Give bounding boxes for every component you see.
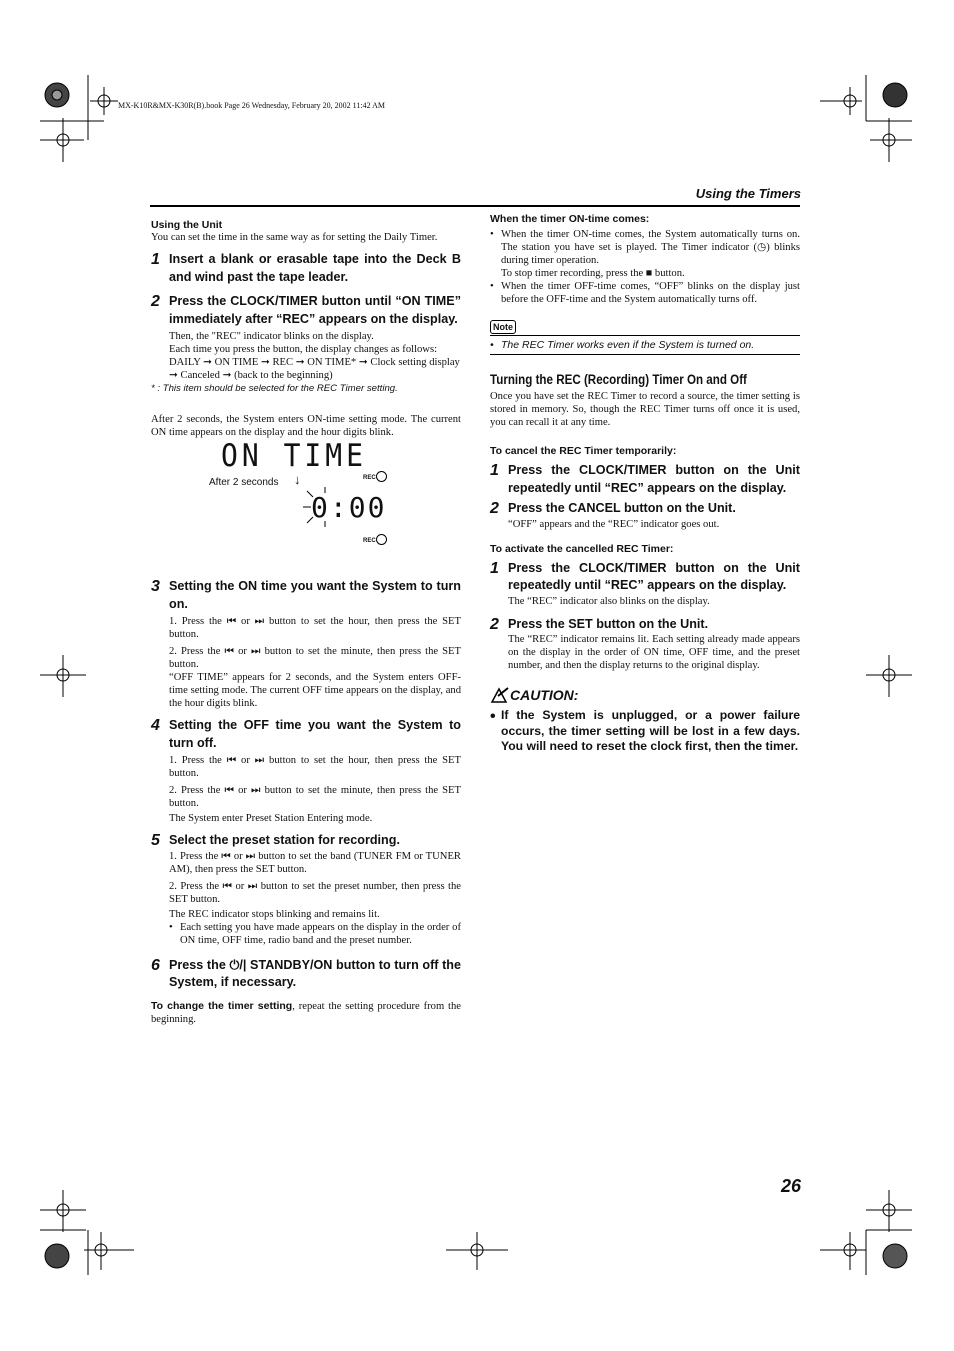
- activate-heading: To activate the cancelled REC Timer:: [490, 542, 674, 555]
- step-number: 4: [151, 717, 160, 734]
- step-number: 6: [151, 956, 160, 974]
- left-column: [151, 219, 461, 1026]
- step4-item-2: 2. Press the ⏮ or ⏭ button to set the minute, then press the SET button.: [169, 785, 461, 809]
- file-info-line: MX-K10R&MX-K30R(B).book Page 26 Wednesday, February 20, 2002 11:42 AM: [118, 101, 386, 110]
- step-number: 1: [151, 251, 160, 268]
- step2-footnote: * : This item should be selected for the REC Timer setting.: [151, 383, 398, 394]
- step-text: Press the SET button on the Unit.: [508, 616, 709, 631]
- section-title: Turning the REC (Recording) Timer On and Off: [490, 372, 747, 387]
- step-number: 3: [151, 578, 160, 595]
- step-text: Press the ⏻/| STANDBY/ON button to turn off the System, if necessary.: [169, 957, 461, 989]
- step5-item-2: 2. Press the ⏮ or ⏭ button to set the preset number, then press the SET button.: [169, 880, 461, 905]
- stop-line: To stop timer recording, press the ■ button.: [501, 268, 685, 279]
- when-heading: When the timer ON-time comes:: [490, 213, 650, 225]
- step-text: Press the CLOCK/TIMER button on the Unit repeatedly until “REC” appears on the display.: [508, 560, 800, 592]
- caution-title: CAUTION:: [510, 687, 579, 703]
- lcd-illustration: [151, 439, 461, 571]
- step-3: [151, 578, 461, 613]
- after-2-seconds-label: After 2 seconds: [209, 477, 279, 488]
- cancel-after: “OFF” appears and the “REC” indicator goes out.: [508, 518, 720, 530]
- activate-after-1: The “REC” indicator also blinks on the display.: [508, 595, 710, 607]
- step-text: Select the preset station for recording.: [169, 833, 400, 847]
- note-header: [490, 320, 800, 334]
- change-setting-rest: , repeat the setting procedure from the beginning.: [151, 1000, 461, 1025]
- step3-after: “OFF TIME” appears for 2 seconds, and the System enters OFF-time setting mode. The current OFF time appears on the display, and the hour digits blink.: [169, 672, 461, 709]
- when-bullet-2: [490, 280, 800, 306]
- rec-indicator-top: REC: [363, 475, 376, 481]
- after-2-seconds-text: After 2 seconds, the System enters ON-time setting mode. The current ON time appears on the display and the hour digits blink.: [151, 414, 461, 438]
- step-text: Press the CLOCK/TIMER button until “ON TIME” immediately after “REC” appears on the display.: [169, 294, 461, 326]
- step4-item-1: 1. Press the ⏮ or ⏭ button to set the hour, then press the SET button.: [169, 755, 461, 779]
- activate-step-1: [490, 560, 800, 595]
- note-rule-bottom: [490, 354, 800, 355]
- using-unit-text: You can set the time in the same way as for setting the Daily Timer.: [151, 232, 438, 243]
- cancel-step-1: [490, 462, 800, 497]
- when-bullet-1: [490, 228, 800, 267]
- step-text: Setting the OFF time you want the System to turn off.: [169, 718, 461, 750]
- step5-bullet: [169, 921, 461, 947]
- note-rule-top: [490, 335, 800, 336]
- note-icon: Note: [490, 320, 516, 334]
- step3-item-2: 2. Press the ⏮ or ⏭ button to set the minute, then press the SET button.: [169, 646, 461, 670]
- cancel-step-2: [490, 500, 800, 518]
- bullet-text: When the timer ON-time comes, the System automatically turns on. The station you have set is played. The Timer indicator (◷) blinks during timer operation.: [501, 229, 800, 266]
- using-unit-heading: Using the Unit: [151, 219, 223, 231]
- step-text: Press the CANCEL button on the Unit.: [508, 501, 736, 515]
- timer-icon: [376, 471, 387, 482]
- running-head: Using the Timers: [695, 186, 801, 201]
- section-text: Once you have set the REC Timer to record a source, the timer setting is stored in memory. So, though the REC Timer turns off once it is used, you can recall it at any time.: [490, 391, 800, 428]
- cancel-heading: To cancel the REC Timer temporarily:: [490, 445, 677, 457]
- step2-body2: Each time you press the button, the display changes as follows:: [169, 344, 438, 355]
- step-number: 2: [490, 615, 499, 633]
- step-1: [151, 251, 461, 286]
- change-setting-bold: To change the timer setting: [151, 999, 293, 1012]
- lcd-on-time: ON TIME: [221, 437, 368, 474]
- step2-body1: Then, the "REC" indicator blinks on the display.: [169, 331, 374, 342]
- header-rule: [150, 205, 800, 207]
- caution-header: [490, 686, 800, 704]
- step-text: Press the CLOCK/TIMER button on the Unit repeatedly until “REC” appears on the display.: [508, 463, 800, 495]
- step3-item-1: 1. Press the ⏮ or ⏭ button to set the hour, then press the SET button.: [169, 616, 461, 640]
- down-arrow-icon: ↓: [294, 472, 301, 487]
- bullet-icon: •: [490, 281, 494, 292]
- step-2: [151, 293, 461, 328]
- step4-after: The System enter Preset Station Entering mode.: [169, 813, 373, 824]
- step-4: [151, 717, 461, 752]
- step5-item-1: 1. Press the ⏮ or ⏭ button to set the band (TUNER FM or TUNER AM), then press the SET button.: [169, 850, 461, 875]
- note-item: [490, 339, 800, 351]
- step-5: [151, 832, 461, 850]
- caution-text: If the System is unplugged, or a power failure occurs, the timer setting will be lost in a few days. You will need to reset the clock first, then the timer.: [501, 708, 800, 754]
- bullet-text: Each setting you have made appears on the display in the order of ON time, OFF time, radio band and the preset number.: [180, 921, 461, 946]
- caution-hand-icon: [490, 686, 510, 704]
- step-text: Setting the ON time you want the System to turn on.: [169, 579, 461, 611]
- page-number: 26: [780, 1176, 801, 1196]
- bullet-icon: •: [490, 229, 494, 240]
- bullet-icon: •: [169, 921, 173, 933]
- activate-after-2: The “REC” indicator remains lit. Each setting already made appears on the display in the order of ON time, OFF time, and the preset number, and then the display returns to the original display.: [508, 634, 800, 671]
- step-number: 2: [151, 293, 160, 310]
- step-6: [151, 957, 461, 992]
- step-text: Insert a blank or erasable tape into the Deck B and wind past the tape leader.: [169, 252, 461, 284]
- rec-indicator-bottom: REC: [363, 538, 376, 544]
- step2-sequence: DAILY ➞ ON TIME ➞ REC ➞ ON TIME* ➞ Clock setting display ➞ Canceled ➞ (back to the beginning): [169, 357, 460, 381]
- bullet-text: When the timer OFF-time comes, “OFF” blinks on the display just before the OFF-time and the System automatically turns off.: [501, 281, 800, 305]
- step-number: 1: [490, 462, 499, 479]
- change-setting-paragraph: [151, 1000, 461, 1026]
- right-column: [490, 213, 800, 755]
- step-number: 1: [490, 559, 499, 577]
- bullet-icon: •: [490, 339, 494, 351]
- timer-icon: [376, 534, 387, 545]
- activate-step-2: [490, 616, 800, 634]
- bullet-icon: •: [490, 708, 496, 725]
- caution-item: [490, 708, 800, 755]
- lcd-digits: 0:00: [311, 491, 387, 524]
- step5-after: The REC indicator stops blinking and remains lit.: [169, 908, 380, 920]
- step-number: 2: [490, 500, 499, 517]
- step-number: 5: [151, 832, 160, 849]
- blink-rays-icon: [303, 487, 383, 527]
- note-text: The REC Timer works even if the System is turned on.: [501, 339, 755, 351]
